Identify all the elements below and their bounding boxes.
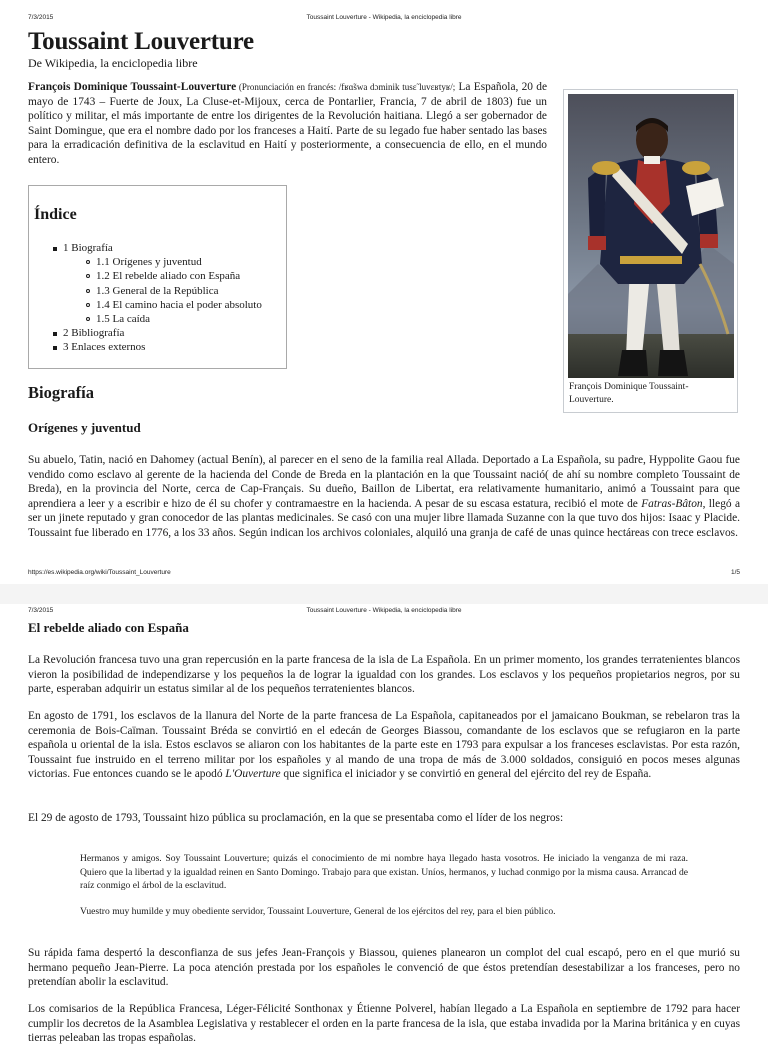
print-url: https://es.wikipedia.org/wiki/Toussaint_Louverture	[28, 569, 171, 576]
intro-pronunciation: (Pronunciación en francés: /fʁɑ̃swa dɔminik tusɛ̃ luvɛʁtyʁ/;	[236, 82, 456, 92]
origenes-paragraph	[28, 453, 740, 541]
intro-paragraph	[28, 80, 547, 168]
toc-item-rebelde[interactable]: 1.2 El rebelde aliado con España	[84, 269, 262, 283]
page-subtitle: De Wikipedia, la enciclopedia libre	[28, 56, 198, 70]
table-of-contents	[28, 185, 287, 369]
subsection-heading-rebelde: El rebelde aliado con España	[28, 620, 189, 635]
page-title: Toussaint Louverture	[28, 28, 254, 55]
origenes-text-a: Su abuelo, Tatin, nació en Dahomey (actual Benín), al parecer en el seno de la familia real Allada. Deportado a La Española, su padre, Hyppolite Gaou fue vendido como esclavo al gerente de la hacienda del Conde de Breda en la plantación en la que Toussaint nació( de ahí su nombre completo Toussaint de Breda), en la provincia del Norte, cerca de Cap-Français. Su dueño, Baillon de Libertat, era relativamente humanitario, animó a Toussaint para que aprendiera a leer y a escribir e hizo de él su chofer y contramaestre en la hacienda. A pesar de su escasa estatura, recibió el mote de	[28, 454, 740, 510]
rebelde-paragraph-5: Los comisarios de la República Francesa, Léger-Félicité Sonthonax y Étienne Polverel, habían llegado a La Española en septiembre de 1792 para hacer cumplir los decretos de la Asamblea Legislativa y restablecer el orden en la parte francesa de la isla, que estaba invadida por la Marina británica y en cuyas tierras peleaban las tropas españolas.	[28, 1003, 740, 1045]
rebelde-paragraph-2	[28, 709, 740, 782]
toc-item-enlaces[interactable]: 3 Enlaces externos	[51, 340, 262, 354]
infobox-caption: François Dominique Toussaint-Louverture.	[569, 382, 689, 405]
portrait-image[interactable]	[568, 94, 734, 378]
toc-item-general[interactable]: 1.3 General de la República	[84, 284, 262, 298]
intro-text: La Española, 20 de mayo de 1743 – Fuerte de Joux, La Cluse-et-Mijoux, cerca de Pontarlier, Francia, 7 de abril de 1803) fue un político y militar, el más importante de entre los dirigentes de la Revolución haitiana. Llegó a ser gobernador de Saint Domingue, que era el nombre dado por los franceses a Haití. Parte de su legado fue haber sentado las bases para la erradicación definitiva de la esclavitud en Haití y posteriormente, a consecuencia de ello, en el mundo entero.	[28, 81, 547, 166]
subsection-heading-origenes: Orígenes y juventud	[28, 420, 141, 435]
proclamation-signature: Vuestro muy humilde y muy obediente servidor, Toussaint Louverture, General de los ejércitos del rey, para el bien público.	[80, 906, 556, 917]
intro-name: François Dominique Toussaint-Louverture	[28, 81, 237, 93]
toc-item-caida[interactable]: 1.5 La caída	[84, 312, 262, 326]
toc-item-bibliografia[interactable]: 2 Bibliografía	[51, 326, 262, 340]
origenes-text-b: , llegó a ser un jinete reputado y gran conocedor de las plantas medicinales. Se casó con una mujer libre llamada Suzanne con la que tuvo dos hijos: Isaac y Placide. Toussaint fue liberado en 1776, a los 33 años. Según indican los archivos coloniales, alquiló una granja de café de unas quince hectáreas con trece esclavos.	[28, 497, 740, 539]
section-heading-biografia: Biografía	[28, 383, 94, 402]
rebelde-paragraph-1: La Revolución francesa tuvo una gran repercusión en la parte francesa de la isla de La Española. En un primer momento, los grandes terratenientes blancos vieron la posibilidad de independizarse y los pequeños la de lograr la igualdad con los grandes. Los esclavos y los pequeños propietarios negros, por su parte, esperaban adquirir un estatus similar al de los pequeños terratenientes blancos.	[28, 654, 740, 696]
print-date-page2: 7/3/2015	[28, 607, 54, 614]
toc-item-origenes[interactable]: 1.1 Orígenes y juventud	[84, 255, 262, 269]
rebelde-text-a: En agosto de 1791, los esclavos de la llanura del Norte de la parte francesa de La Española, capitaneados por el jamaicano Boukman, se rebelaron tras la ceremonia de Bois-Caïman. Toussaint Bréda se convirtió en el edecán de Georges Biassou, comandante de los esclavos que se refugiaron en la parte española u oriental de la isla. Estos esclavos se aliaron con los habitantes de la parte este en 1793 para expulsar a los franceses esclavistas. Por esta razón, Toussaint fue instruido en el terreno militar por los españoles y al mando de una tropa de más de 3.000 soldados, consiguió en pocos meses algunas victorias. Fue entonces cuando se le apodó	[28, 710, 740, 781]
rebelde-paragraph-4: Su rápida fama despertó la desconfianza de sus jefes Jean-François y Biassou, quienes planearon un complot del cual escapó, pero en el que murió su hermano pequeño Jean-Pierre. La poca atención prestada por los españoles le convenció de que éstos pretendían desestabilizar a los franceses, pero no pretendían abolir la esclavitud.	[28, 947, 740, 989]
print-page-number: 1/5	[730, 569, 740, 576]
print-page-title: Toussaint Louverture - Wikipedia, la enciclopedia libre	[306, 14, 462, 21]
rebelde-nickname: L'Ouverture	[225, 768, 281, 781]
toc-item-biografia[interactable]: 1 Biografía	[51, 241, 262, 255]
print-page-title-page2: Toussaint Louverture - Wikipedia, la enciclopedia libre	[306, 607, 462, 614]
rebelde-text-b: que significa el iniciador y se convirtió en general del ejército del rey de España.	[280, 768, 652, 781]
rebelde-paragraph-3: El 29 de agosto de 1793, Toussaint hizo pública su proclamación, en la que se presentaba como el líder de los negros:	[28, 812, 564, 824]
proclamation-quote: Hermanos y amigos. Soy Toussaint Louverture; quizás el conocimiento de mi nombre haya llegado hasta vosotros. He iniciado la venganza de mi raza. Quiero que la libertad y la igualdad reinen en Santo Domingo. Trabajo para que existan. Uníos, hermanos, y luchad conmigo por la misma causa. Arrancad de raíz conmigo el árbol de la esclavitud.	[80, 853, 688, 892]
toc-item-camino[interactable]: 1.4 El camino hacia el poder absoluto	[84, 298, 262, 312]
toc-title: Índice	[34, 206, 77, 223]
origenes-nickname: Fatras-Bâton	[641, 497, 703, 510]
page-separator	[0, 584, 768, 604]
print-date: 7/3/2015	[28, 14, 54, 21]
toc-list	[51, 241, 262, 355]
infobox	[563, 89, 738, 413]
